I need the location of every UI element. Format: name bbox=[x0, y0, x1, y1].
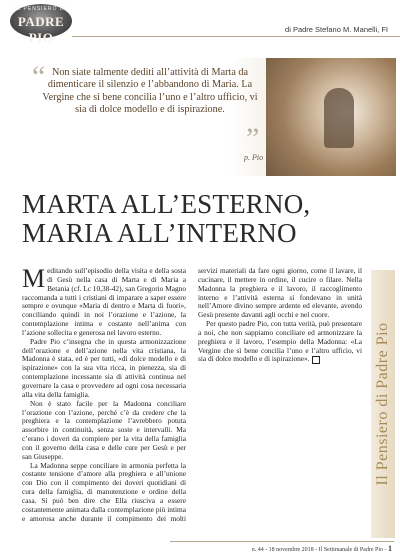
paragraph-4: La Madonna seppe conciliare in armonia perfetta la costante tensione d’amore alla preghiera e all’unione con Dio con il compimento dei doveri quotidiani di cura della famiglia, di manutenzione e ordine della casa. Si può ben dire che Ella riusciva a essere costantemente animata dalla contemplazione più intima e amorosa anche durante il compimento dei molti servizi materiali da fare ogni giorno, come il lavare, il cucinare, il mettere in ordine, il cucire o filare. Nella Madonna la preghiera e il lavoro, il raccoglimento interno e l’attività esterna si fondevano in unità nell’Amore divino sempre ardente ed elevante, avendo Gesù presente davanti agli occhi e nel cuore. bbox=[22, 266, 362, 523]
title-line-1: MARTA ALL’ESTERNO, bbox=[22, 189, 311, 219]
article-body bbox=[22, 264, 362, 532]
header-divider bbox=[72, 36, 400, 37]
title-line-2: MARIA ALL’INTERNO bbox=[22, 218, 297, 248]
paragraph-1 bbox=[22, 264, 187, 338]
quote-text: Non siate talmente dediti all’attività di Marta da dimenticare il silenzio e l’abbandono di Maria. La Vergine che sì bene concilia l’uno e l’altro ufficio, vi sia di dolce modello e di ispirazione. bbox=[42, 67, 258, 116]
quote-photo bbox=[266, 58, 396, 176]
page-number: 1 bbox=[388, 544, 392, 553]
paragraph-2: Padre Pio c’insegna che in questa armonizzazione dell’orazione e dell’azione nella vita cristiana, la Madonna è stata, ed è per tutti, «di dolce modello e di ispirazione» con la sua vita ricca, in pienezza, sia di contemplazione incessante sia di attività continua nel governare la casa e provvedere ad ogni cosa necessaria alla vita della famiglia. bbox=[22, 336, 186, 399]
footer-divider bbox=[170, 541, 394, 542]
paragraph-5-text: Per questo padre Pio, con tutta verità, può presentare a noi, che non sappiamo conciliare ed armonizzare la preghiera e il lavoro, l’esempio della Madonna: «La Vergine che sì bene concilia l’uno e l’altro ufficio, vi sia di dolce modello e di ispirazione». bbox=[198, 319, 362, 364]
paragraph-5 bbox=[198, 320, 362, 364]
footer-text: n. 44 - 18 novembre 2018 - Il Settimanale di Padre Pio - bbox=[251, 547, 387, 553]
article-title bbox=[22, 190, 382, 248]
side-band-text: Il Pensiero di Padre Pio bbox=[374, 322, 391, 486]
close-quote-mark: ” bbox=[246, 122, 260, 155]
author-byline: di Padre Stefano M. Manelli, FI bbox=[285, 25, 388, 34]
end-of-article-mark bbox=[312, 356, 320, 364]
open-quote-mark: “ bbox=[32, 60, 46, 93]
magazine-logo bbox=[6, 4, 76, 45]
side-band-title bbox=[371, 270, 395, 538]
photo-figure bbox=[324, 88, 354, 148]
logo-top-text: IL PENSIERO DI bbox=[15, 6, 67, 12]
paragraph-3: Non è stato facile per la Madonna conciliare l’orazione con l’azione, perché c’è da credere che la preghiera e la contemplazione l’avrebbero potuta assorbire in continuità, senza soste e intervalli. Ma c’erano i doveri da compiere per la vita della famiglia con il governo della casa e delle cure per Gesù e per san Giuseppe. bbox=[22, 398, 186, 461]
drop-cap: M bbox=[22, 264, 46, 293]
quote-signature: p. Pio bbox=[244, 153, 264, 162]
paragraph-1-text: editando sull’episodio della visita e della sosta di Gesù nella casa di Marta e di Maria a Betania (cf. Lc 10,38-42), san Gregorio Magno raccomanda a tutti i cristiani di imparare a saper essere sempre e ovunque «Maria di dentro e Marta di fuori», conciliando quindi in noi l’orazione e l’azione, la contemplazione intima e costante nell’anima con l’azione sollecita e generosa nel lavoro esterno. bbox=[22, 266, 187, 337]
logo-main-text: PADRE PIO bbox=[17, 14, 65, 45]
footer bbox=[252, 544, 392, 553]
